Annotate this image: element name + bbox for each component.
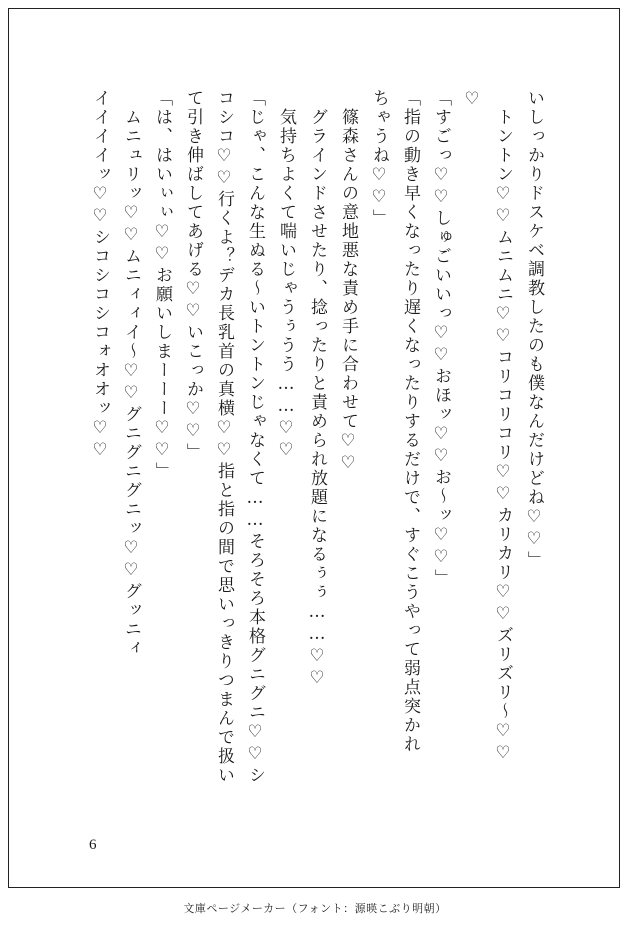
text-line-13: 「は、はいぃぃ♡♡お願いしまーーー♡♡」: [152, 89, 172, 481]
text-line-1: いしっかりドスケベ調教したのも僕なんだけどね♡♡」: [524, 89, 544, 570]
text-line-5: 「指の動き早くなったり遅くなったりするだけで、すぐこうやって弱点突かれ: [400, 89, 420, 754]
text-line-11: コシコ♡♡行くよ？デカ長乳首の真横♡♡指と指の間で思いっきりつまんで扱い: [214, 89, 234, 785]
footer-caption: 文庫ページメーカー（フォント：源暎こぶり明朝）: [183, 902, 447, 915]
text-line-8: グラインドさせたり、捻ったりと責められ放題になるぅぅ……♡♡: [307, 89, 327, 690]
text-line-15: イイイイッ♡♡シコシコシコォオオッ♡♡: [90, 89, 110, 462]
text-line-12: て引き伸ばしてあげる♡♡いこっか♡♡」: [183, 89, 203, 462]
vertical-text-block: [79, 89, 549, 785]
text-line-10: 「じゃ、こんな生ぬる～いトントンじゃなくて……そろそろ本格グニグニ♡♡シ: [245, 89, 265, 785]
text-line-2: トントン♡♡ムニムニ♡♡コリコリコリ♡♡カリカリ♡♡ズリズリ～♡♡: [493, 89, 513, 765]
text-line-4: 「すごっ♡♡しゅごいいっ♡♡おほッ♡♡お～ッ♡♡」: [431, 89, 451, 588]
text-line-7: 篠森さんの意地悪な責め手に合わせて♡♡: [338, 89, 358, 475]
book-page: [8, 8, 620, 888]
text-line-3: ♡: [462, 89, 482, 111]
page-number: 6: [89, 837, 97, 853]
text-line-9: 気持ちよくて喘いじゃうぅうう……♡♡: [276, 89, 296, 462]
text-line-14: ムニュリッ♡♡ムニィィイ～♡♡グニグニグニッ♡♡グッニィ: [121, 89, 141, 658]
text-line-6: ちゃうね♡♡」: [369, 89, 389, 228]
